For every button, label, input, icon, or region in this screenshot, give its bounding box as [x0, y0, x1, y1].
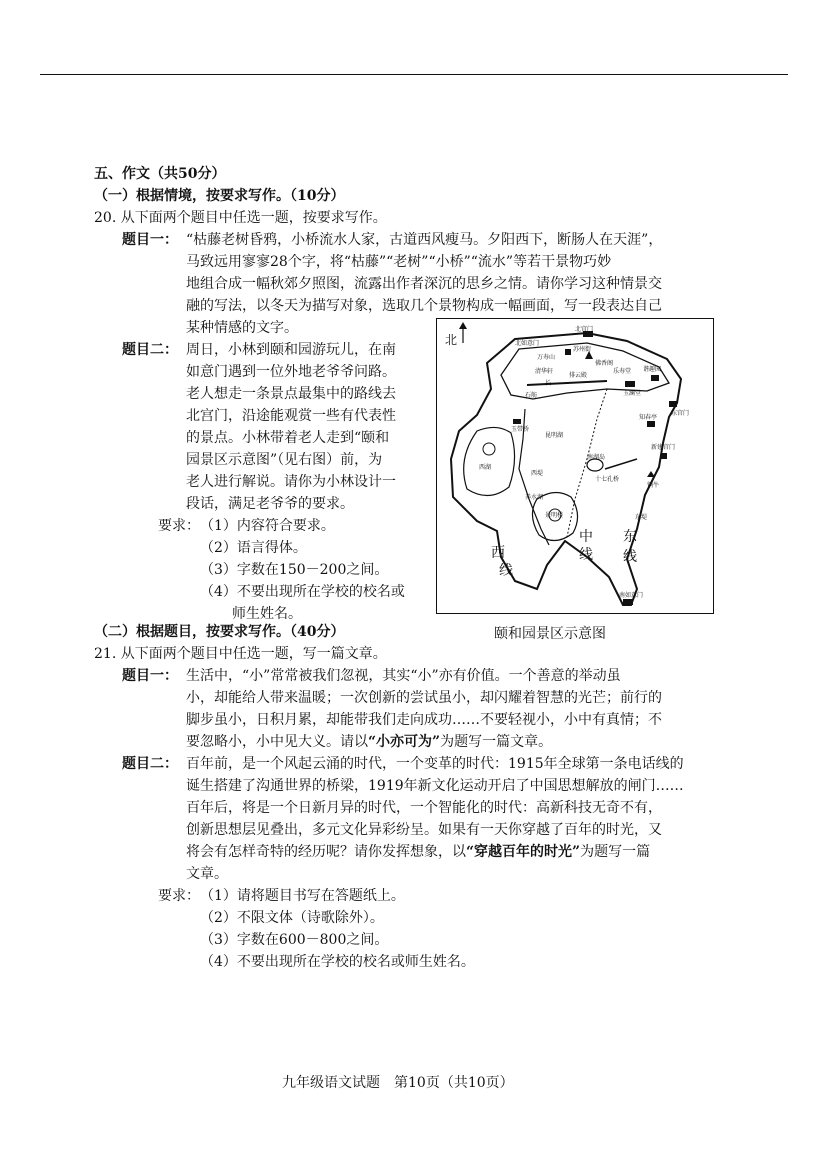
part1-heading: （一）根据情境，按要求写作。（10分）	[94, 188, 345, 204]
q21-req-item: （4）不要出现所在学校的校名或师生姓名。	[200, 954, 475, 970]
q21-topic1-line: 生活中，“小”常常被我们忽视，其实“小”亦有价值。一个善意的举动虽	[186, 668, 621, 684]
map-drawing	[437, 319, 713, 613]
east-gate-icon	[669, 401, 677, 407]
q21-topic2-tail: 为题写一篇	[580, 844, 651, 860]
label-xixian-1: 西	[491, 545, 505, 561]
q20-topic2-line: 北宫门，沿途能观赏一些有代表性	[186, 408, 396, 424]
q20-topic2-line: 如意门遇到一位外地老爷爷问路。	[186, 364, 396, 380]
seventeen-arch-bridge	[605, 459, 637, 469]
q20-topic2-label: 题目二：	[122, 342, 178, 358]
q21-req-label: 要求：	[158, 888, 200, 904]
label-leshoutang: 乐寿堂	[613, 368, 632, 375]
q21-topic2-line: 诞生搭建了沟通世界的桥梁，1919年新文化运动开启了中国思想解放的闸门……	[186, 778, 684, 794]
label-yulantang: 玉澜堂	[623, 390, 642, 397]
west-island	[483, 443, 495, 455]
q20-req-item: （2）语言得体。	[200, 540, 307, 556]
label-zhongxian-1: 中	[579, 529, 593, 545]
label-xinjiangongmen: 新建宫门	[651, 444, 676, 451]
label-yudaiqiao: 玉带桥	[511, 426, 530, 433]
q21-topic1-line: 小，却能给人带来温暖；一次创新的尝试虽小，却闪耀着智慧的光芒；前行的	[186, 690, 662, 706]
q20-req-item: 师生姓名。	[232, 606, 302, 622]
q21-topic1-line-last	[186, 732, 552, 752]
q21-topic1-line: 脚步虽小，日积月累，却能带我们走向成功……不要轻视小，小中有真情；不	[186, 712, 662, 728]
north-label: 北	[445, 333, 458, 347]
label-qinghuaxuan: 清华轩	[535, 368, 554, 375]
page-footer: 九年级语文试题 第10页（共10页）	[282, 1075, 514, 1091]
label-dongxian-1: 东	[623, 529, 637, 545]
q21-intro: 21. 从下面两个题目中任选一题，写一篇文章。	[94, 646, 387, 662]
label-shifang: 石舫	[525, 392, 538, 399]
q20-topic1-line: 地组合成一幅秋郊夕照图，流露出作者深沉的思乡之情。请你学习这种情景交	[186, 276, 662, 292]
label-xixian-2: 线	[499, 563, 513, 579]
q20-topic1-line: 某种情感的文字。	[186, 320, 298, 336]
label-wanshoushan: 万寿山	[537, 354, 556, 361]
label-dongdi: 东堤	[635, 514, 648, 521]
q20-topic2-line: 老人想走一条景点最集中的路线去	[186, 386, 396, 402]
label-beiruyimen: 北如意门	[515, 340, 540, 347]
q20-req-item: （4）不要出现所在学校的校名或	[200, 584, 405, 600]
q20-intro: 20. 从下面两个题目中任选一题，按要求写作。	[94, 210, 387, 226]
summer-palace-map	[436, 318, 714, 614]
q21-topic2-title: “穿越百年的时光”	[466, 844, 581, 860]
bronze-ox-icon	[647, 471, 655, 477]
q20-topic2-line: 周日，小林到颐和园游玩儿，在南	[186, 342, 396, 358]
label-suzhoujie: 苏州街	[573, 346, 592, 353]
q21-topic2-line: 创新思想层见叠出，多元文化异彩纷呈。如果有一天你穿越了百年的时光，又	[186, 822, 662, 838]
label-dongxian-2: 线	[623, 549, 637, 565]
south-gate-icon	[623, 599, 633, 605]
q20-topic1-line: “枯藤老树昏鸦，小桥流水人家，古道西风瘦马。夕阳西下，断肠人在天涯”，	[186, 232, 663, 248]
q21-req-item: （3）字数在600－800之间。	[200, 932, 389, 948]
zhichun-icon	[647, 421, 655, 427]
q20-topic1-line: 马致远用寥寥28个字，将“枯藤”“老树”“小桥”“流水”等若干景物巧妙	[186, 254, 612, 270]
q20-req-label: 要求：	[158, 518, 200, 534]
q20-topic2-line: 的景点。小林带着老人走到“颐和	[186, 430, 390, 446]
label-dongmen: 东宫门	[671, 410, 690, 417]
label-nanhudao: 南湖岛	[587, 454, 606, 461]
label-changlang: 长	[545, 380, 552, 387]
xinjian-icon	[661, 453, 667, 459]
label-nanruyimen: 南如意门	[619, 592, 644, 599]
q21-req-item: （2）不限文体（诗歌除外）。	[200, 910, 384, 926]
q20-topic2-line: 园景区示意图”（见右图）前，为	[186, 452, 383, 468]
q20-req-item: （3）字数在150－200之间。	[200, 562, 389, 578]
q20-topic1-line: 融的写法，以冬天为描写对象，选取几个景物构成一幅画面，写一段表达自己	[186, 298, 662, 314]
q20-req-item: （1）内容符合要求。	[200, 518, 335, 534]
label-jingmingliu: 景明楼	[545, 512, 564, 519]
header-rule	[40, 74, 788, 75]
label-shiqikongqiao: 十七孔桥	[595, 476, 620, 483]
section-title: 五、作文（共50分）	[94, 166, 226, 182]
q21-topic1-text: 要忽略小，小中见大义。请以	[186, 734, 368, 750]
q21-topic1-label: 题目一：	[122, 668, 178, 684]
q21-topic2-line: 百年后，将是一个日新月异的时代，一个智能化的时代：高新科技无奇不有，	[186, 800, 662, 816]
west-lake-outline	[464, 427, 515, 495]
q21-topic2-line: 百年前，是一个风起云涌的时代，一个变革的时代：1915年全球第一条电话线的	[186, 756, 684, 772]
q21-topic1-title: “小亦可为”	[368, 734, 441, 750]
q21-topic2-label: 题目二：	[122, 756, 178, 772]
yudai-icon	[513, 419, 521, 424]
label-zhongxian-2: 线	[579, 547, 593, 563]
map-caption: 颐和园景区示意图	[494, 626, 606, 642]
label-xihu: 西湖	[479, 464, 492, 471]
label-paiyundian: 排云殿	[569, 372, 588, 379]
label-tongniu: 铜牛	[647, 482, 660, 489]
label-foxiangge: 佛香阁	[595, 360, 614, 367]
label-zhichunting: 知春亭	[639, 414, 658, 421]
q20-topic2-line: 老人进行解说。请你为小林设计一	[186, 474, 396, 490]
label-beigongmen: 北宫门	[575, 326, 594, 333]
q21-req-item: （1）请将题目书写在答题纸上。	[200, 888, 405, 904]
yulan-icon	[625, 381, 635, 387]
q20-topic1-label: 题目一：	[122, 232, 178, 248]
part2-heading: （二）根据题目，按要求写作。（40分）	[94, 624, 345, 640]
q21-topic2-text: 将会有怎样奇特的经历呢？请你发挥想象，以	[186, 844, 466, 860]
label-kunminghu: 昆明湖	[545, 432, 564, 439]
q21-topic2-line-last: 文章。	[186, 866, 228, 882]
label-yangshuihu: 养水湖	[525, 494, 544, 501]
q21-topic2-line-title	[186, 842, 650, 862]
label-xiequyuan: 谐趣园	[643, 366, 662, 373]
long-corridor	[527, 381, 607, 385]
label-xidi: 西堤	[531, 470, 544, 477]
q21-topic1-tail: 为题写一篇文章。	[440, 734, 553, 750]
xiequ-icon	[651, 375, 659, 381]
north-arrowhead-icon	[459, 322, 467, 329]
q20-topic2-line: 段话，满足老爷爷的要求。	[186, 496, 354, 512]
suzhou-street-icon	[565, 349, 571, 355]
